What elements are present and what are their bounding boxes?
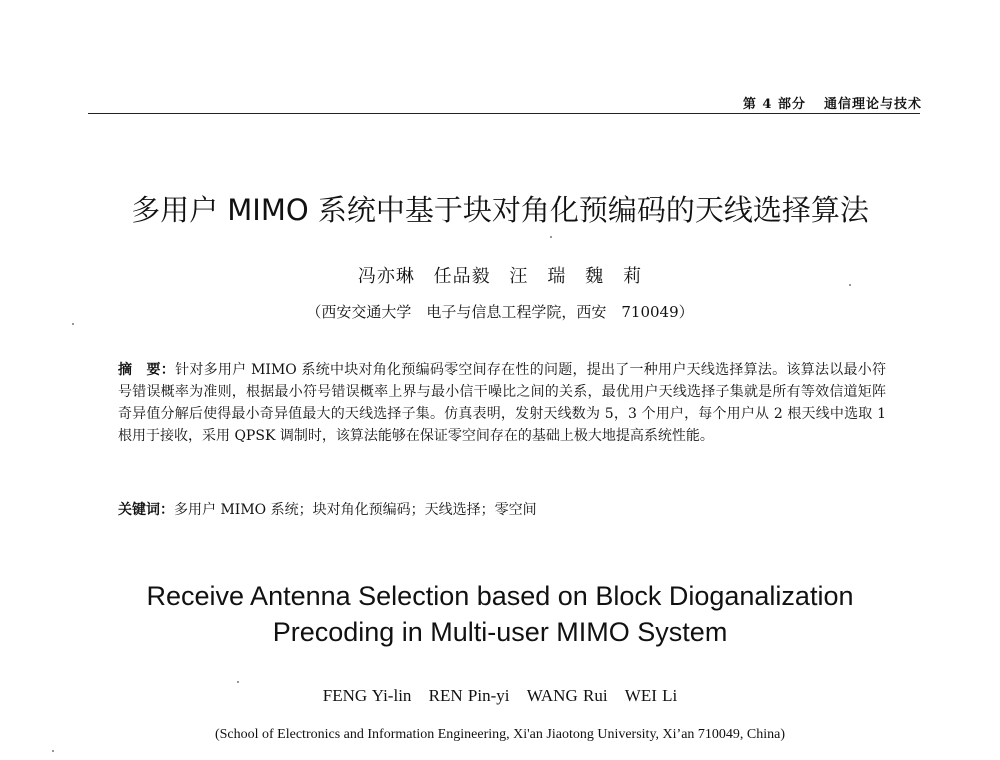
header-rule [88,113,920,114]
running-header [743,93,922,112]
paper-title-cn: 多用户 MIMO 系统中基于块对角化预编码的天线选择算法 [131,193,869,227]
scan-speck [550,236,552,238]
scan-speck [237,681,239,683]
abstract-label: 摘 要： [118,362,176,378]
affiliation-en: (School of Electronics and Information Engineering, Xi'an Jiaotong University, Xi’an 710049, China) [214,727,786,742]
author-cn: 冯亦琳 [357,266,415,287]
paper-title-en-line-1: Receive Antenna Selection based on Block Dioganalization [146,581,854,611]
author-en: FENG Yi-lin [322,686,412,705]
header-section: 通信理论与技术 [823,97,922,112]
affiliation-cn: （西安交通大学 电子与信息工程学院，西安 710049） [306,303,694,321]
scan-speck [849,284,851,286]
keywords-cn [118,499,886,521]
author-cn: 任品毅 [433,266,491,287]
author-en: WEI Li [624,686,678,705]
keywords-label: 关键词： [118,502,174,518]
author-cn: 汪 瑞 [509,266,567,287]
authors-en [0,686,1000,706]
author-en: REN Pin-yi [428,686,510,705]
paper-title-en [0,578,1000,650]
abstract-text: 针对多用户 MIMO 系统中块对角化预编码零空间存在性的问题，提出了一种用户天线选择算法。该算法以最小符号错误概率为准则，根据最小符号错误概率上界与最小信干噪比之间的关系，最优用户天线选择子集就是所有等效信道矩阵奇异值分解后使得最小奇异值最大的天线选择子集。仿真表明，发射天线数为 5，3 个用户，每个用户从 2 根天线中选取 1 根用于接收，采用 QPSK 调制时，该算法能够在保证零空间存在的基础上极大地提高系统性能。 [118,362,887,444]
header-part: 第 4 部分 [742,97,806,112]
author-en: WANG Rui [526,686,608,705]
abstract-cn [118,359,886,447]
author-cn: 魏 莉 [585,266,643,287]
scan-speck [72,323,74,325]
keywords-text: 多用户 MIMO 系统；块对角化预编码；天线选择；零空间 [174,502,537,518]
scan-speck [52,750,54,752]
paper-title-en-line-2: Precoding in Multi-user MIMO System [272,617,728,647]
